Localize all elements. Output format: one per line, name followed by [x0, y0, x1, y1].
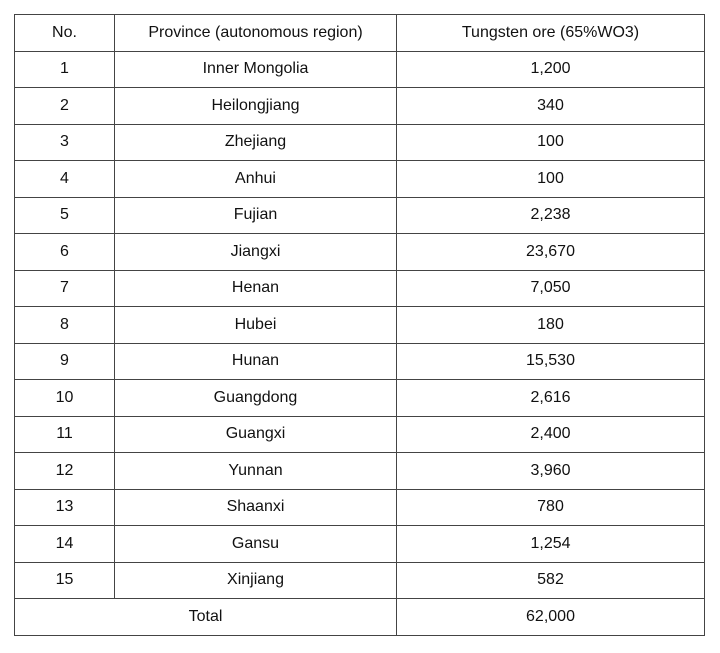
row-tungsten-ore: 2,616: [397, 380, 705, 417]
table-row: [15, 51, 705, 88]
row-tungsten-ore: 23,670: [397, 234, 705, 271]
table-row: [15, 562, 705, 599]
row-province: Hubei: [115, 307, 397, 344]
table-row: [15, 307, 705, 344]
row-number: 7: [15, 270, 115, 307]
row-province: Guangxi: [115, 416, 397, 453]
row-province: Henan: [115, 270, 397, 307]
row-number: 3: [15, 124, 115, 161]
table-row: [15, 124, 705, 161]
row-number: 6: [15, 234, 115, 271]
table-row: [15, 161, 705, 198]
total-label: Total: [15, 599, 397, 636]
row-tungsten-ore: 780: [397, 489, 705, 526]
row-tungsten-ore: 100: [397, 124, 705, 161]
table-body: [15, 51, 705, 599]
row-province: Xinjiang: [115, 562, 397, 599]
total-value: 62,000: [397, 599, 705, 636]
table-row: [15, 526, 705, 563]
row-province: Fujian: [115, 197, 397, 234]
table-row: [15, 489, 705, 526]
header-row: [15, 15, 705, 52]
row-number: 11: [15, 416, 115, 453]
table-row: [15, 343, 705, 380]
row-province: Inner Mongolia: [115, 51, 397, 88]
row-province: Jiangxi: [115, 234, 397, 271]
row-tungsten-ore: 7,050: [397, 270, 705, 307]
table-row: [15, 270, 705, 307]
row-number: 15: [15, 562, 115, 599]
table-row: [15, 88, 705, 125]
table-row: [15, 197, 705, 234]
row-tungsten-ore: 1,200: [397, 51, 705, 88]
row-number: 10: [15, 380, 115, 417]
tungsten-table-container: [14, 14, 704, 636]
row-number: 9: [15, 343, 115, 380]
table-row: [15, 453, 705, 490]
row-number: 12: [15, 453, 115, 490]
header-no: No.: [15, 15, 115, 52]
row-tungsten-ore: 340: [397, 88, 705, 125]
row-number: 13: [15, 489, 115, 526]
row-number: 1: [15, 51, 115, 88]
header-tungsten-ore: Tungsten ore (65%WO3): [397, 15, 705, 52]
row-tungsten-ore: 2,400: [397, 416, 705, 453]
table-row: [15, 234, 705, 271]
row-province: Shaanxi: [115, 489, 397, 526]
row-tungsten-ore: 15,530: [397, 343, 705, 380]
header-province: Province (autonomous region): [115, 15, 397, 52]
table-row: [15, 416, 705, 453]
row-province: Gansu: [115, 526, 397, 563]
row-tungsten-ore: 3,960: [397, 453, 705, 490]
row-tungsten-ore: 180: [397, 307, 705, 344]
row-number: 5: [15, 197, 115, 234]
row-number: 4: [15, 161, 115, 198]
row-tungsten-ore: 2,238: [397, 197, 705, 234]
row-province: Hunan: [115, 343, 397, 380]
row-tungsten-ore: 100: [397, 161, 705, 198]
row-number: 14: [15, 526, 115, 563]
row-province: Zhejiang: [115, 124, 397, 161]
table-row: [15, 380, 705, 417]
row-province: Yunnan: [115, 453, 397, 490]
total-row: [15, 599, 705, 636]
row-number: 2: [15, 88, 115, 125]
tungsten-ore-table: [14, 14, 705, 636]
row-tungsten-ore: 1,254: [397, 526, 705, 563]
row-number: 8: [15, 307, 115, 344]
row-tungsten-ore: 582: [397, 562, 705, 599]
row-province: Anhui: [115, 161, 397, 198]
row-province: Guangdong: [115, 380, 397, 417]
row-province: Heilongjiang: [115, 88, 397, 125]
